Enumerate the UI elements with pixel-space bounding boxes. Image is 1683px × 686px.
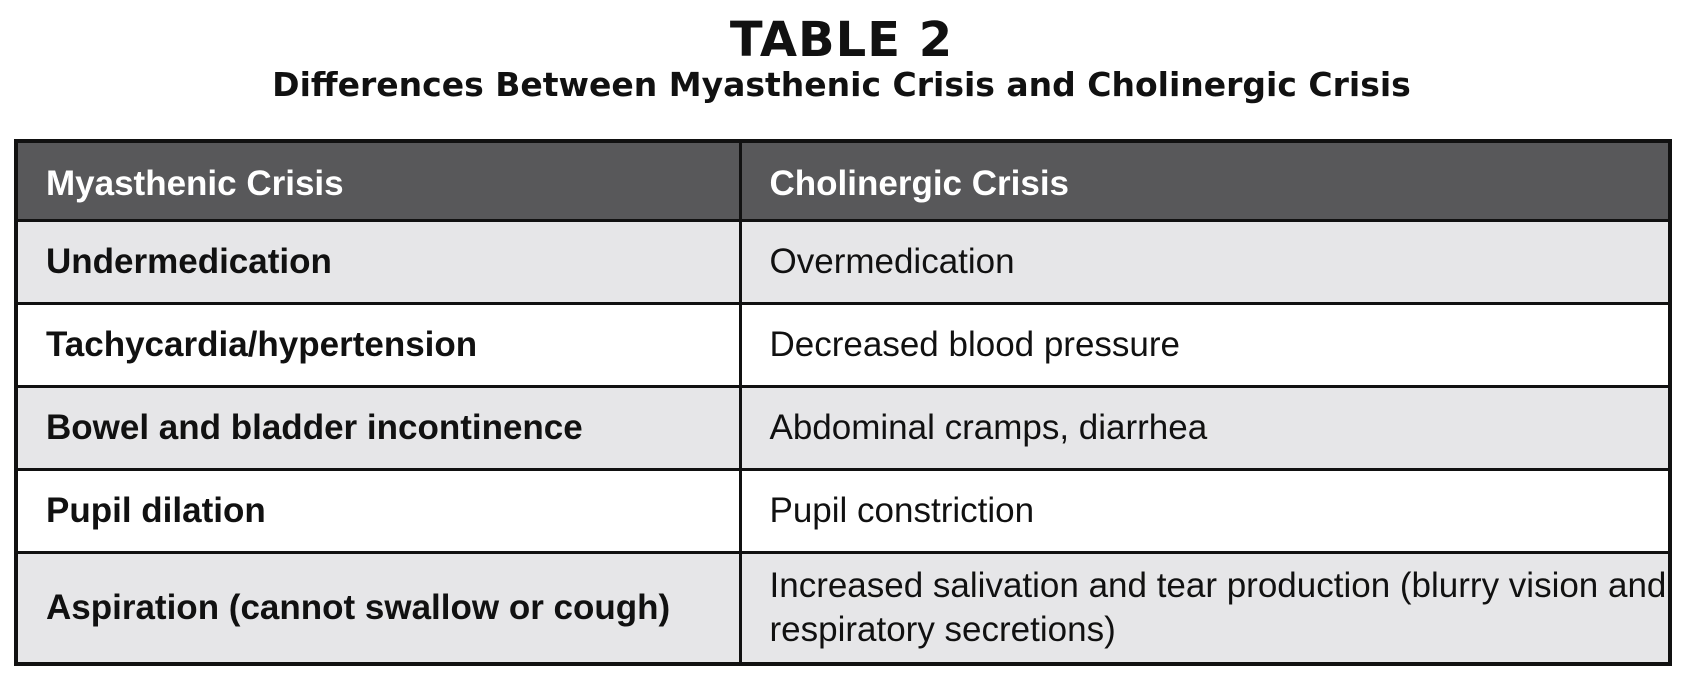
cholinergic-cell: Abdominal cramps, diarrhea xyxy=(740,387,1670,470)
column-header-cholinergic-crisis: Cholinergic Crisis xyxy=(740,141,1670,221)
cholinergic-cell: Pupil constriction xyxy=(740,470,1670,553)
table-row xyxy=(16,387,1670,470)
table-row xyxy=(16,304,1670,387)
table-row xyxy=(16,553,1670,665)
cholinergic-cell: Increased salivation and tear production (blurry vision and respiratory secretions) xyxy=(740,553,1670,665)
header-row xyxy=(16,141,1670,221)
cholinergic-cell: Decreased blood pressure xyxy=(740,304,1670,387)
table-subtitle: Differences Between Myasthenic Crisis and Cholinergic Crisis xyxy=(272,65,1411,104)
myasthenic-cell: Pupil dilation xyxy=(16,470,740,553)
cholinergic-cell: Overmedication xyxy=(740,221,1670,304)
myasthenic-cell: Tachycardia/hypertension xyxy=(16,304,740,387)
myasthenic-cell: Undermedication xyxy=(16,221,740,304)
myasthenic-cell: Bowel and bladder incontinence xyxy=(16,387,740,470)
table-title: TABLE 2 xyxy=(729,12,954,68)
comparison-table xyxy=(14,139,1672,666)
table-row xyxy=(16,470,1670,553)
myasthenic-cell: Aspiration (cannot swallow or cough) xyxy=(16,553,740,665)
column-header-myasthenic-crisis: Myasthenic Crisis xyxy=(16,141,740,221)
table-row xyxy=(16,221,1670,304)
